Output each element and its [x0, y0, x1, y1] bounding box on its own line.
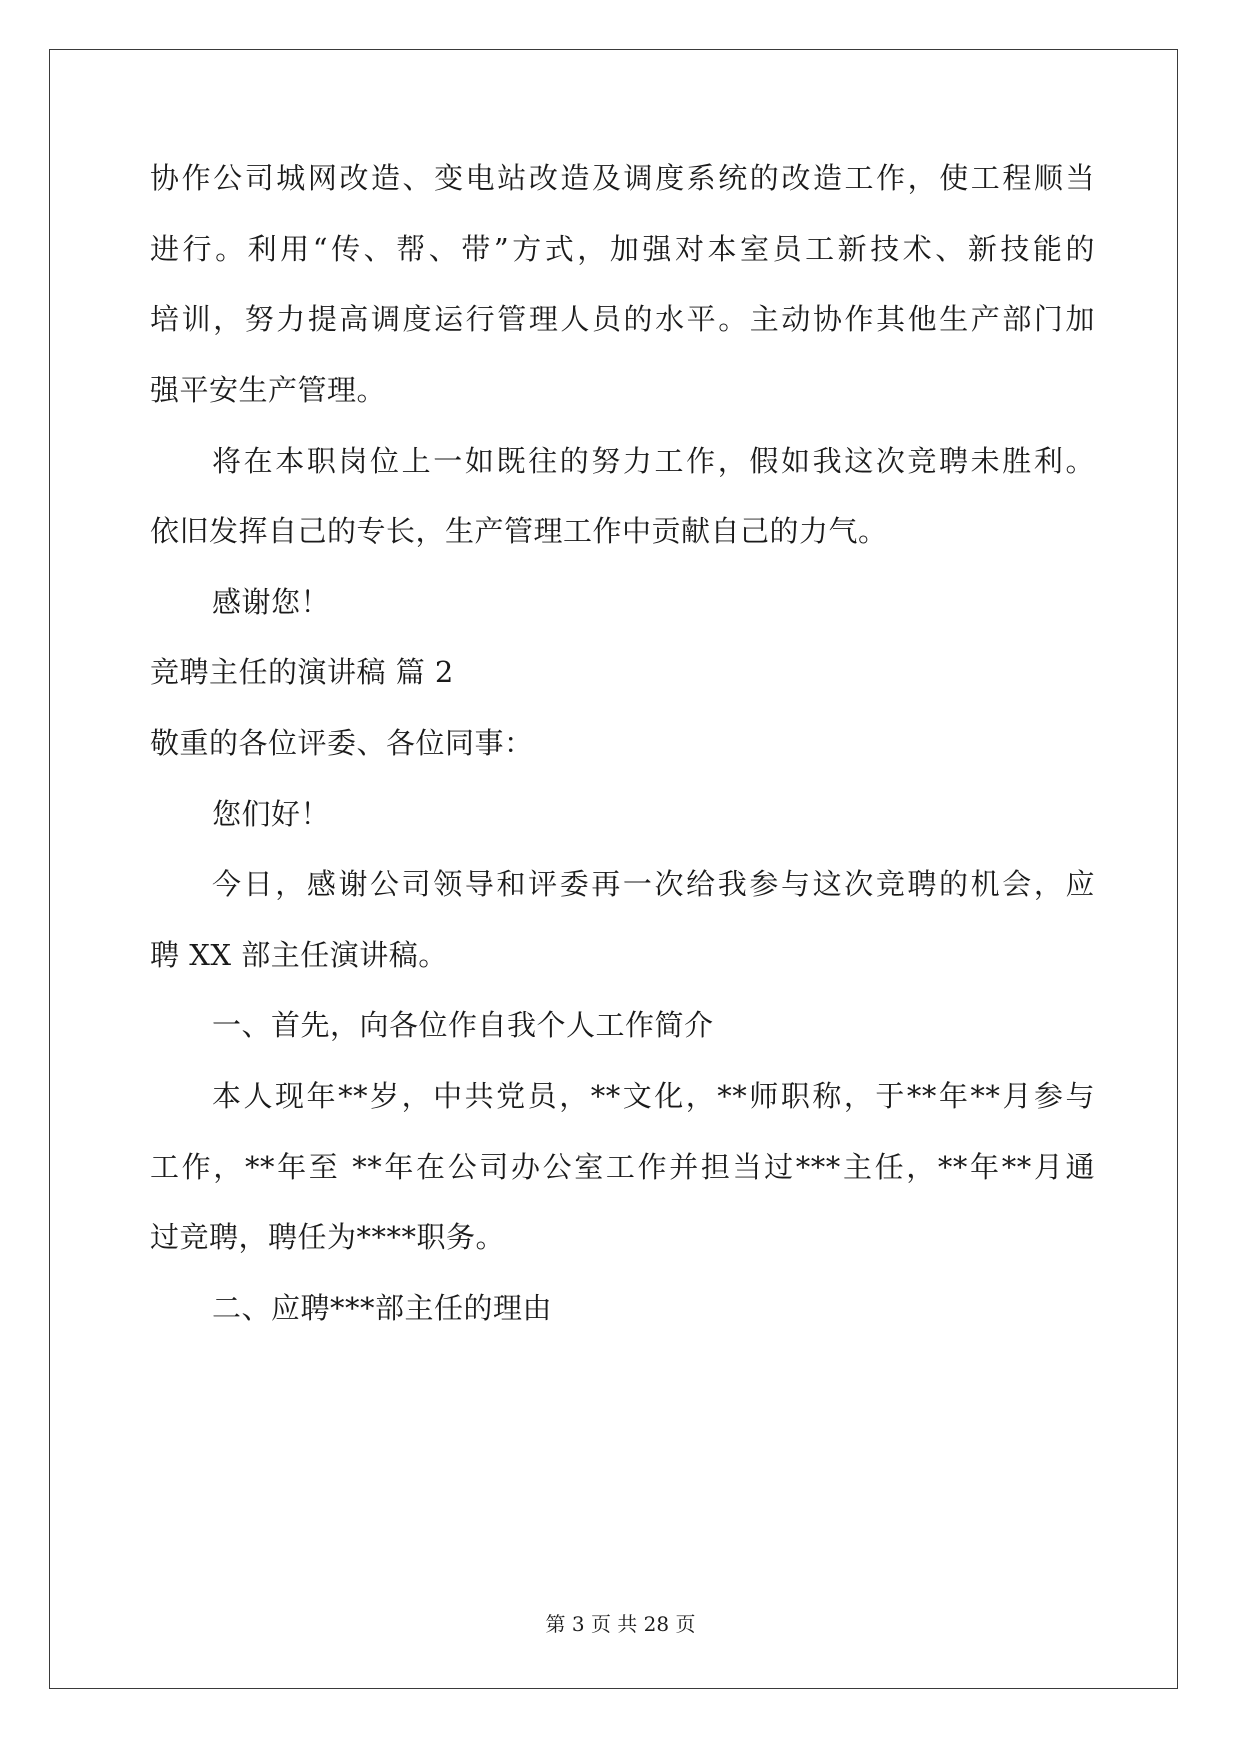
paragraph-line: 过竞聘，聘任为****职务。: [150, 1220, 506, 1254]
paragraph-line: 工作，**年至 **年在公司办公室工作并担当过***主任，**年**月通: [150, 1150, 1095, 1184]
paragraph-line: 依旧发挥自己的专长，生产管理工作中贡献自己的力气。: [150, 514, 888, 548]
paragraph-line: 聘 XX 部主任演讲稿。: [150, 938, 448, 972]
section-heading: 竞聘主任的演讲稿 篇 2: [150, 655, 454, 689]
greeting: 您们好！: [212, 797, 331, 831]
paragraph-line: 感谢您！: [212, 585, 331, 619]
paragraph-line: 协作公司城网改造、变电站改造及调度系统的改造工作，使工程顺当: [150, 161, 1095, 195]
paragraph-line: 进行。利用“传、帮、带”方式，加强对本室员工新技术、新技能的: [150, 232, 1095, 266]
paragraph-line: 将在本职岗位上一如既往的努力工作，假如我这次竞聘未胜利。: [212, 444, 1095, 478]
paragraph-line: 培训，努力提高调度运行管理人员的水平。主动协作其他生产部门加: [150, 302, 1095, 336]
subsection-heading: 二、应聘***部主任的理由: [212, 1291, 553, 1325]
salutation: 敬重的各位评委、各位同事：: [150, 726, 534, 760]
paragraph-line: 今日，感谢公司领导和评委再一次给我参与这次竞聘的机会，应: [212, 867, 1095, 901]
page-number: 第 3 页 共 28 页: [545, 1612, 696, 1636]
paragraph-line: 本人现年**岁，中共党员，**文化，**师职称，于**年**月参与: [212, 1079, 1095, 1113]
subsection-heading: 一、首先，向各位作自我个人工作简介: [212, 1008, 714, 1042]
paragraph-line: 强平安生产管理。: [150, 373, 387, 407]
